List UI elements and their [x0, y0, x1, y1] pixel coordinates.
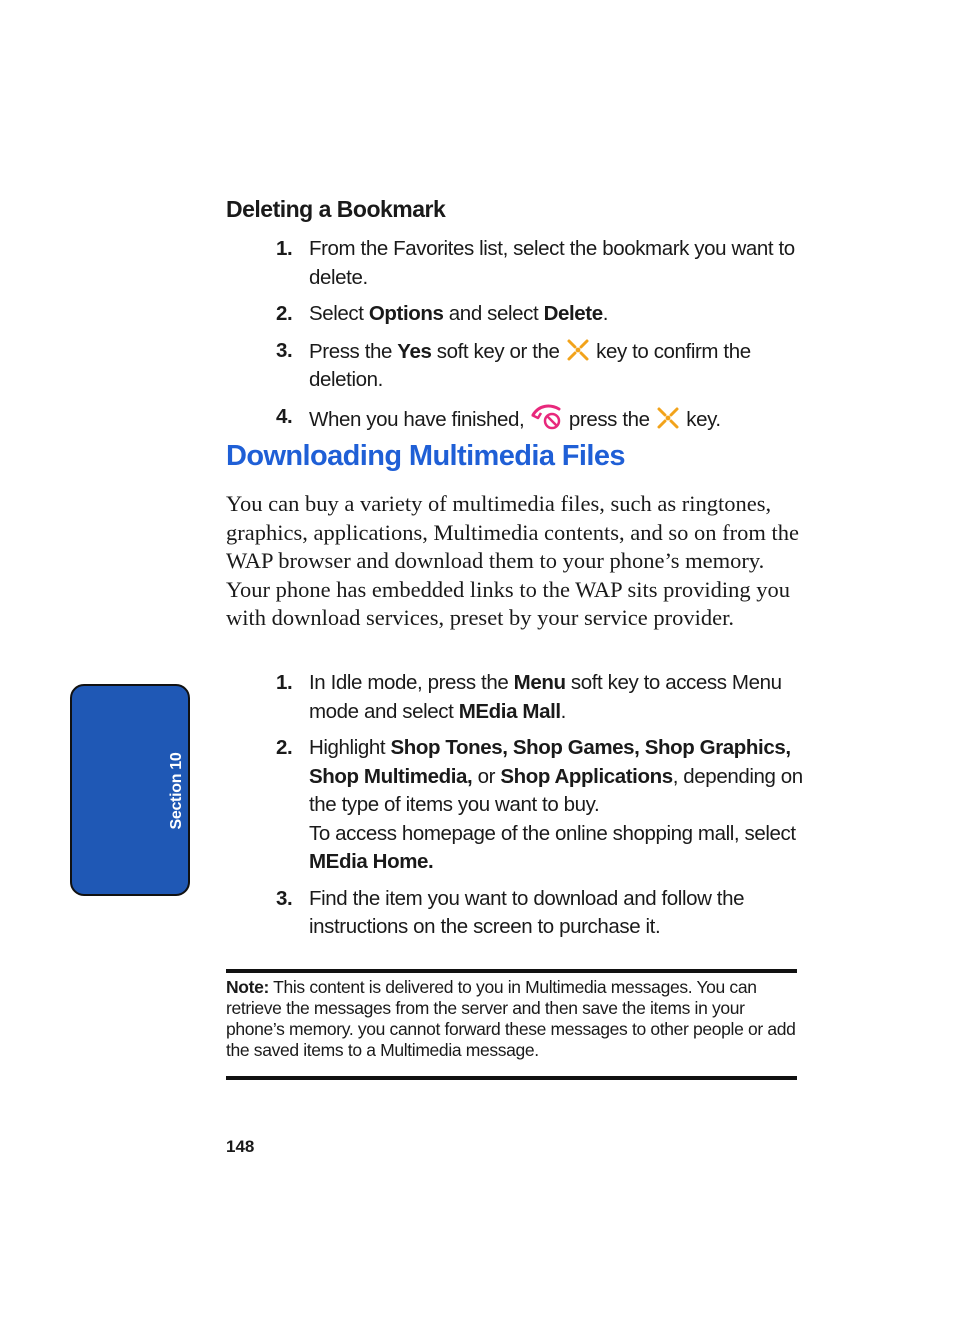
step-text: To access homepage of the online shopping mall, select	[309, 821, 796, 845]
step-text: In Idle mode, press the	[309, 671, 514, 694]
step-text: When you have finished,	[309, 407, 530, 431]
list-item	[226, 669, 806, 726]
subsection-heading: Deleting a Bookmark	[226, 196, 446, 222]
download-steps	[226, 669, 806, 950]
step-number: 3.	[276, 886, 293, 910]
note-bottom-rule	[226, 1076, 797, 1080]
step-number: 2.	[276, 302, 293, 325]
end-key-icon	[530, 403, 564, 431]
step-text: .	[602, 302, 608, 325]
intro-paragraph: You can buy a variety of multimedia files, such as ringtones, graphics, applications, Multimedia contents, and so on from the WAP browser and download them to your phone’s memory. Your phone has embedded links to the WAP sits providing you with download services, preset by your service provider.	[226, 491, 800, 631]
list-item	[226, 403, 806, 435]
note-top-rule	[226, 969, 797, 973]
note-box	[226, 977, 797, 1061]
step-text: or	[472, 764, 501, 788]
step-text: .	[560, 699, 566, 723]
step-text: From the Favorites list, select the bookmark you want to delete.	[309, 237, 795, 289]
shop-options-term: Shop Tones, Shop Games, Shop Graphics, Shop Multimedia,	[309, 736, 791, 788]
step-number: 1.	[276, 671, 293, 694]
step-text: , depending on the type of items you want to buy.	[309, 764, 803, 816]
step-text: Find the item you want to download and follow the instructions on the screen to purchase it.	[309, 886, 745, 938]
note-text: This content is delivered to you in Multimedia messages. You can retrieve the messages from the server and then save the items in your phone’s memory. you cannot forward these messages to other people or add the saved items to a Multimedia message.	[226, 977, 796, 1060]
delete-term: Delete	[543, 302, 603, 325]
step-number: 4.	[276, 404, 293, 428]
step-number: 3.	[276, 338, 293, 362]
media-home-term: MEdia Home.	[309, 850, 434, 873]
step-text: key to confirm the deletion.	[309, 339, 751, 391]
step-text: soft key to access Menu mode and select	[309, 671, 782, 723]
delete-bookmark-steps	[226, 235, 806, 442]
list-item	[226, 885, 806, 942]
list-item	[226, 235, 806, 292]
step-text: Select	[309, 302, 369, 325]
page-number: 148	[226, 1137, 255, 1156]
list-item	[226, 337, 806, 395]
note-label: Note:	[226, 977, 269, 997]
media-mall-term: MEdia Mall	[458, 699, 561, 723]
ok-key-icon	[655, 405, 681, 431]
step-text: Highlight	[309, 736, 391, 759]
ok-key-icon	[565, 337, 591, 363]
step-text: soft key or the	[431, 339, 565, 363]
options-term: Options	[368, 302, 444, 325]
step-text: and select	[443, 302, 544, 325]
list-item	[226, 734, 806, 877]
step-text: press the	[563, 407, 655, 431]
shop-applications-term: Shop Applications	[500, 764, 673, 788]
step-number: 1.	[276, 237, 293, 260]
menu-term: Menu	[513, 671, 566, 694]
yes-term: Yes	[397, 339, 432, 363]
step-number: 2.	[276, 736, 293, 759]
step-text: key.	[680, 407, 721, 431]
section-heading: Downloading Multimedia Files	[226, 440, 625, 472]
step-text: Press the	[309, 339, 398, 363]
section-tab-label: Section 10	[168, 752, 185, 830]
list-item	[226, 300, 806, 329]
